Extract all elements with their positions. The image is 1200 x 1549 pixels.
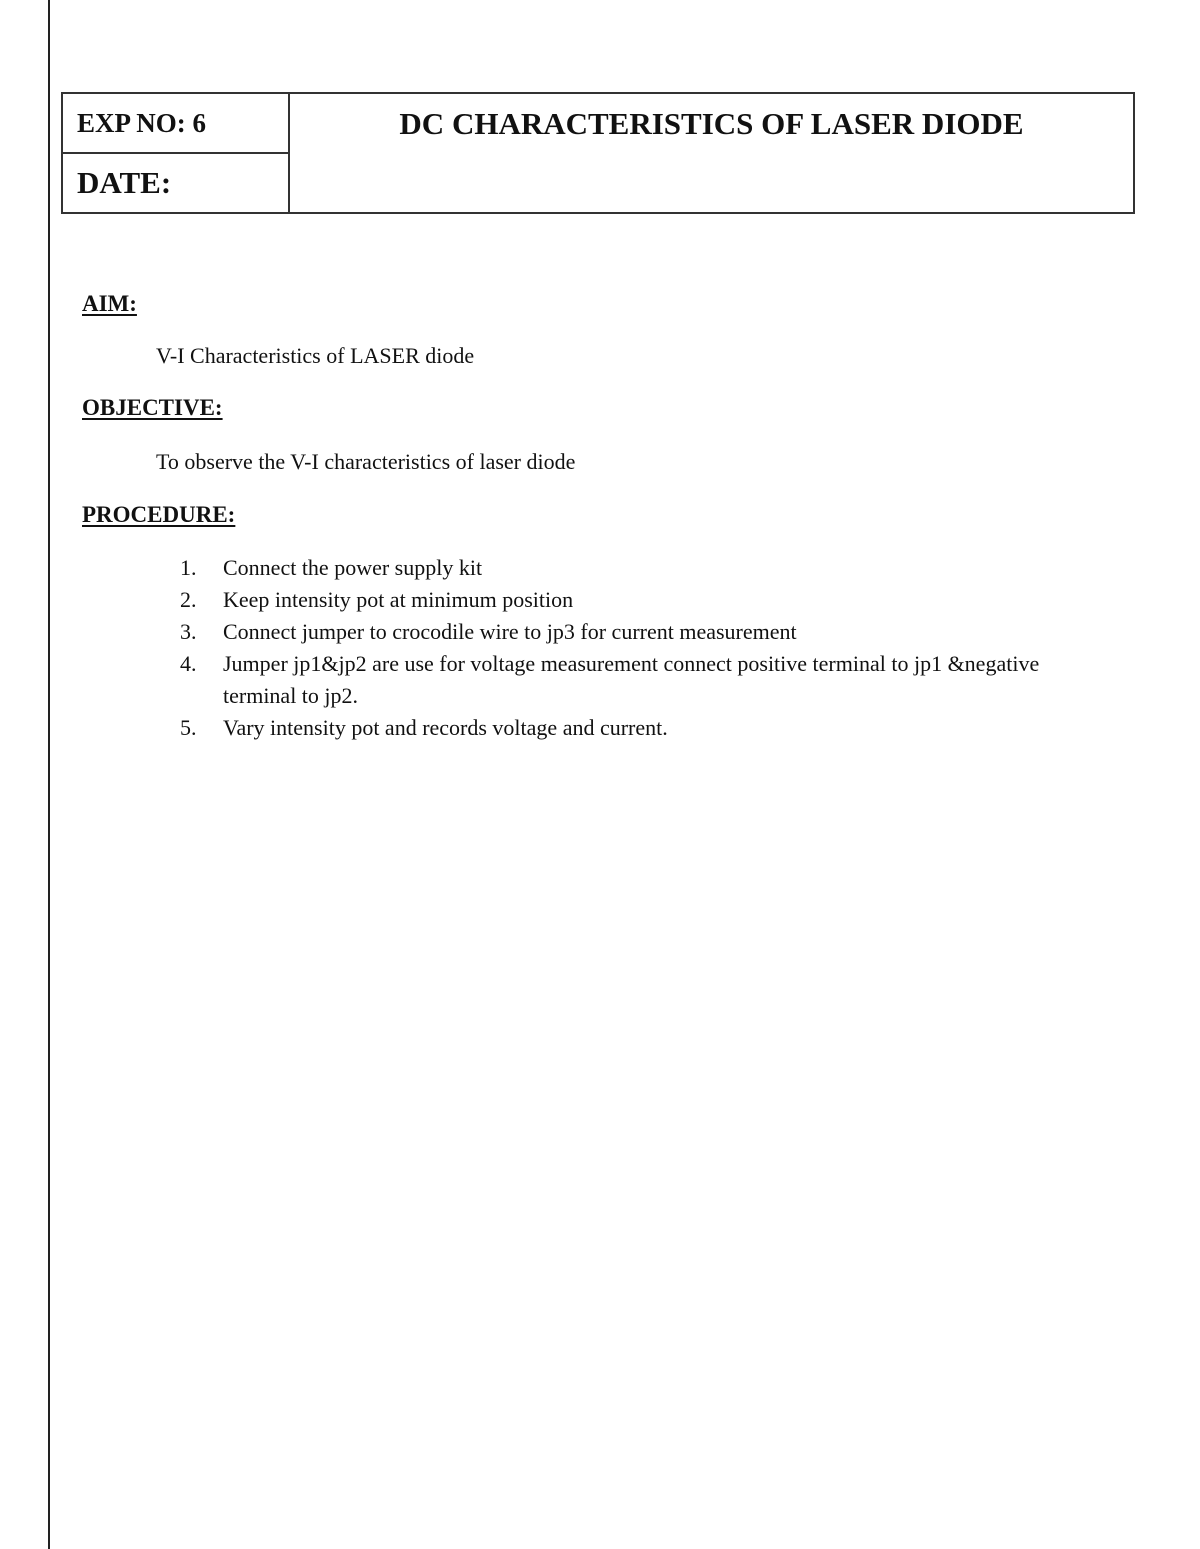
step-number: 3. [180,619,197,644]
exp-no-label: EXP NO: 6 [77,107,207,138]
date-label: DATE: [77,165,172,200]
date-cell [62,153,289,213]
objective-heading: OBJECTIVE: [82,395,223,420]
page-margin-rule [48,0,50,1549]
step-text: Jumper jp1&jp2 are use for voltage measurement connect positive terminal to jp1 &negative terminal to jp2. [223,651,1040,708]
list-item [180,616,1080,648]
title-cell [289,93,1134,213]
aim-heading: AIM: [82,291,137,316]
experiment-header-table [61,92,1135,214]
experiment-title: DC CHARACTERISTICS OF LASER DIODE [399,106,1024,141]
step-number: 2. [180,587,197,612]
step-number: 4. [180,651,197,676]
objective-text: To observe the V-I characteristics of laser diode [156,449,576,474]
step-text: Connect the power supply kit [223,555,483,580]
list-item [180,712,1080,744]
step-number: 1. [180,555,197,580]
procedure-list [180,552,1080,744]
step-text: Vary intensity pot and records voltage and current. [223,715,668,740]
step-number: 5. [180,715,197,740]
list-item [180,584,1080,616]
aim-text: V-I Characteristics of LASER diode [156,343,475,368]
procedure-heading: PROCEDURE: [82,502,236,527]
step-text: Connect jumper to crocodile wire to jp3 for current measurement [223,619,797,644]
list-item [180,648,1080,712]
exp-no-cell [62,93,289,153]
step-text: Keep intensity pot at minimum position [223,587,574,612]
list-item [180,552,1080,584]
